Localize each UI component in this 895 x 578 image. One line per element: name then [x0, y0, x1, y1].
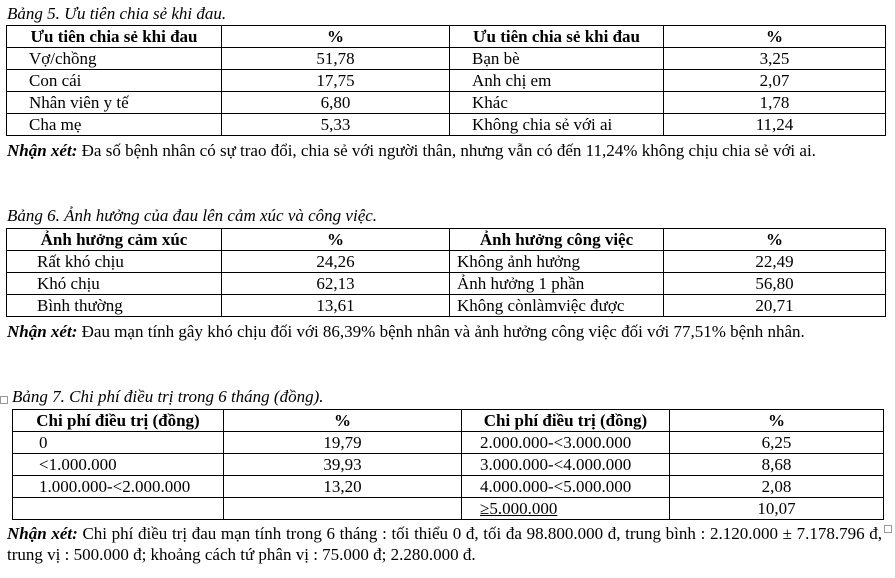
table-cell: 3.000.000-<4.000.000: [462, 454, 670, 476]
table-cell: 62,13: [222, 273, 450, 295]
table-cell: 10,07: [670, 498, 884, 520]
table-row: [7, 70, 886, 92]
table-cell: 2,07: [664, 70, 886, 92]
table6-header-row: [7, 229, 886, 251]
table-cell: Bạn bè: [450, 48, 664, 70]
table-cell: Khó chịu: [7, 273, 222, 295]
table-cell: Ảnh hưởng 1 phần: [450, 273, 664, 295]
note-text: Đau mạn tính gây khó chịu đối với 86,39% bệnh nhân và ảnh hưởng công việc đối với 77,51% bệnh nhân.: [77, 322, 805, 341]
table7-note: [7, 523, 882, 565]
table-cell: 5,33: [222, 114, 450, 136]
note-label: Nhận xét:: [7, 141, 78, 160]
table-cell: Rất khó chịu: [7, 251, 222, 273]
table5: [6, 25, 886, 136]
table7-header: Chi phí điều trị (đồng): [462, 410, 670, 432]
table-cell: 22,49: [664, 251, 886, 273]
table-cell: 17,75: [222, 70, 450, 92]
table-cell: 19,79: [224, 432, 462, 454]
table-cell: 8,68: [670, 454, 884, 476]
table-row: [7, 295, 886, 317]
table-cell: Nhân viên y tế: [7, 92, 222, 114]
note-label: Nhận xét:: [7, 524, 78, 543]
table-cell: Khác: [450, 92, 664, 114]
table5-header-row: [7, 26, 886, 48]
table-cell: Anh chị em: [450, 70, 664, 92]
note-text: Đa số bệnh nhân có sự trao đổi, chia sẻ với người thân, nhưng vẫn có đến 11,24% không chịu chia sẻ với ai.: [77, 141, 816, 160]
table7-header: %: [224, 410, 462, 432]
table-cell: Con cái: [7, 70, 222, 92]
table-cell: 51,78: [222, 48, 450, 70]
table-cell: 20,71: [664, 295, 886, 317]
table-cell: 2,08: [670, 476, 884, 498]
table-cell: 6,25: [670, 432, 884, 454]
table5-note: [7, 140, 889, 161]
table-cell: 1.000.000-<2.000.000: [13, 476, 224, 498]
table7-header-row: [13, 410, 884, 432]
table7: [12, 409, 884, 520]
table-row: [7, 273, 886, 295]
table-cell: <1.000.000: [13, 454, 224, 476]
table6-caption: Bảng 6. Ảnh hưởng của đau lên cảm xúc và công việc.: [7, 206, 378, 225]
table-cell: 1,78: [664, 92, 886, 114]
table-cell: 6,80: [222, 92, 450, 114]
note-label: Nhận xét:: [7, 322, 78, 341]
table7-caption: Bảng 7. Chi phí điều trị trong 6 tháng (đồng).: [12, 387, 324, 406]
table-row: [7, 92, 886, 114]
table7-header: %: [670, 410, 884, 432]
table-cell: 56,80: [664, 273, 886, 295]
table-cell: 3,25: [664, 48, 886, 70]
table5-header: %: [222, 26, 450, 48]
table-cell: 13,61: [222, 295, 450, 317]
table-cell: 39,93: [224, 454, 462, 476]
table-cell: Không chia sẻ với ai: [450, 114, 664, 136]
table6-note: [7, 321, 889, 342]
table-cell: ≥5.000.000: [462, 498, 670, 520]
table-cell: 24,26: [222, 251, 450, 273]
table-cell: [13, 498, 224, 520]
table-cell: 4.000.000-<5.000.000: [462, 476, 670, 498]
table-cell: Không ảnh hưởng: [450, 251, 664, 273]
anchor-mark-icon: [884, 525, 892, 533]
table-cell: Bình thường: [7, 295, 222, 317]
table-row: [13, 476, 884, 498]
table-cell: Không cònlàmviệc được: [450, 295, 664, 317]
table5-header: Ưu tiên chia sẻ khi đau: [7, 26, 222, 48]
table-cell: [224, 498, 462, 520]
table5-caption: Bảng 5. Ưu tiên chia sẻ khi đau.: [7, 4, 227, 23]
table6: [6, 228, 886, 317]
table-cell: 13,20: [224, 476, 462, 498]
table7-header: Chi phí điều trị (đồng): [13, 410, 224, 432]
table-row: [13, 454, 884, 476]
table-cell: 0: [13, 432, 224, 454]
table-row: [7, 48, 886, 70]
table-cell: 11,24: [664, 114, 886, 136]
table6-header: Ảnh hưởng cảm xúc: [7, 229, 222, 251]
table6-header: %: [222, 229, 450, 251]
table5-header: Ưu tiên chia sẻ khi đau: [450, 26, 664, 48]
table5-header: %: [664, 26, 886, 48]
table-row: [13, 432, 884, 454]
table-row: [7, 114, 886, 136]
anchor-mark-icon: [0, 396, 8, 404]
table6-header: %: [664, 229, 886, 251]
table-cell: Vợ/chồng: [7, 48, 222, 70]
table-cell: 2.000.000-<3.000.000: [462, 432, 670, 454]
note-text: Chi phí điều trị đau mạn tính trong 6 tháng : tối thiểu 0 đ, tối đa 98.800.000 đ, trung bình : 2.120.000 ± 7.178.796 đ, trung vị : 500.000 đ; khoảng cách tứ phân vị : 75.000 đ; 2.280.000 đ.: [7, 524, 882, 564]
table-cell: Cha mẹ: [7, 114, 222, 136]
table-row: [7, 251, 886, 273]
table-row: [13, 498, 884, 520]
table6-header: Ảnh hưởng công việc: [450, 229, 664, 251]
